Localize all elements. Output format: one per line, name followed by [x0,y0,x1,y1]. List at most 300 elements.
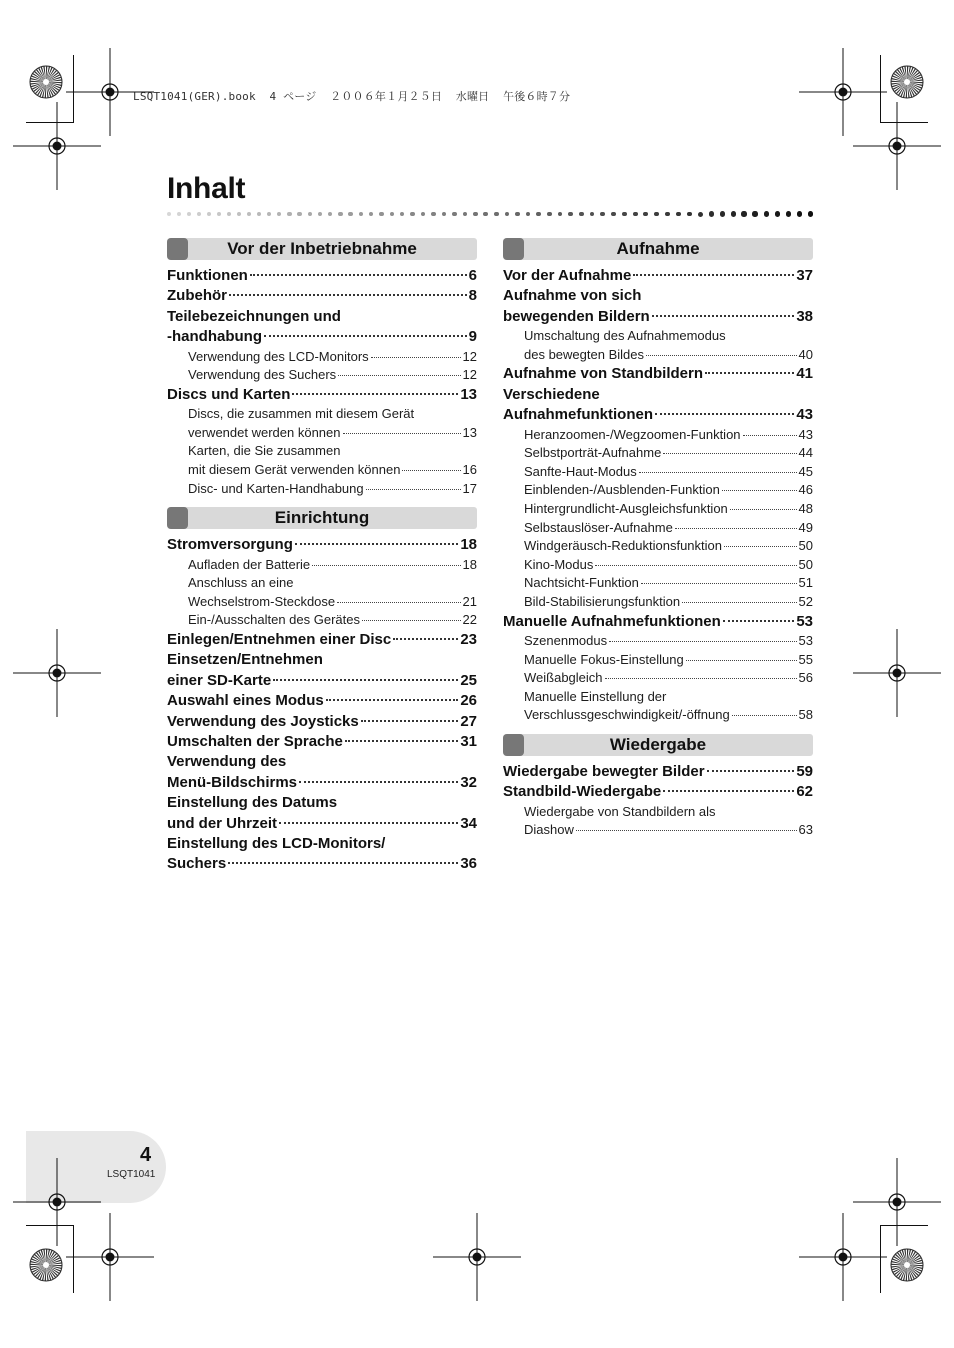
dot-leader [343,433,461,434]
rule-dot [442,212,447,217]
section-title: Vor der Inbetriebnahme [227,239,417,258]
toc-entry-label: Umschaltung des Aufnahmemodus [524,328,726,344]
toc-entry-page: 48 [798,501,813,516]
toc-subentry[interactable] [167,480,477,499]
rule-dot [808,211,813,216]
toc-subentry[interactable] [167,461,477,480]
dot-leader [366,489,461,490]
section-marker [503,238,524,260]
toc-entry[interactable] [167,854,477,874]
dot-leader [312,565,460,566]
toc-entry-label: Bild-Stabilisierungsfunktion [524,593,681,609]
crosshair-registration-mark [433,1213,521,1301]
toc-entry-page: 18 [462,556,477,572]
page-title: Inhalt [167,172,246,205]
toc-entry[interactable] [167,385,477,405]
toc-entry-page: 36 [460,855,477,873]
rule-dot [167,212,171,216]
star-registration-mark [890,1248,924,1282]
rule-dot [463,212,468,217]
dot-leader [686,660,797,661]
rule-dot [177,212,181,216]
section-marker [167,507,188,529]
toc-entry[interactable] [167,535,477,555]
toc-entry-label: Discs, die zusammen mit diesem Gerät [188,406,415,422]
rule-dot [494,212,499,217]
toc-subentry[interactable] [503,346,813,365]
dot-leader [724,546,797,547]
section-title: Einrichtung [274,508,370,528]
toc-entry-label: Verwendung des LCD-Monitors [188,348,369,364]
dot-leader [576,830,797,831]
toc-entry[interactable] [503,405,813,425]
toc-subentry[interactable] [503,821,813,840]
toc-entry[interactable] [503,266,813,286]
dot-leader [326,699,459,701]
toc-entry[interactable] [167,671,477,691]
toc-subentry[interactable] [503,706,813,725]
rule-dot [379,212,383,216]
toc-subentry[interactable] [503,481,813,500]
toc-entry-page: 26 [460,692,477,710]
dot-leader [609,641,796,642]
rule-dot [536,212,541,217]
toc-entry-page: 63 [798,822,813,838]
section-header [167,238,477,260]
rule-dot [611,212,616,217]
toc-entry-page: 46 [798,482,813,498]
rule-dot [318,212,322,216]
dot-leader [705,372,794,374]
page-number: 4 [140,1144,152,1166]
toc-right-column [503,238,813,840]
rule-dot [390,212,394,216]
rule-dot [775,211,780,216]
toc-entry[interactable] [167,286,477,306]
dot-leader [682,602,796,603]
dot-leader [663,453,796,454]
dot-leader [361,720,459,722]
dot-leader [299,781,458,783]
rule-dot [267,212,271,216]
toc-subentry[interactable] [167,348,477,367]
toc-entry-label: Funktionen [167,267,248,284]
dot-leader [393,638,458,640]
toc-entry-label: -handhabung [167,328,262,346]
toc-entry[interactable] [503,762,813,782]
toc-entry-page: 23 [460,630,477,648]
toc-entry-label: Kino-Modus [524,556,594,572]
crop-mark [880,55,881,123]
toc-subentry[interactable] [503,632,813,651]
toc-entry-label: Standbild-Wiedergabe [503,783,662,801]
toc-subentry[interactable] [503,593,813,612]
toc-entry-page: 22 [462,612,477,628]
rule-dot [515,212,520,217]
toc-entry-page: 55 [798,651,813,667]
toc-subentry[interactable] [167,556,477,575]
dot-leader [663,790,794,792]
toc-entry-label: Wechselstrom-Steckdose [188,593,336,609]
crop-mark [880,1225,928,1226]
dot-leader [730,509,797,510]
rule-dot [654,212,659,217]
dot-leader [639,472,797,473]
toc-entry-page: 50 [798,538,813,554]
dot-leader [362,620,461,621]
toc-entry-label: Verwendung des Suchers [188,367,337,383]
toc-entry-page: 32 [460,773,477,791]
rule-dot [247,212,251,216]
rule-dot [764,211,769,216]
toc-entry[interactable] [167,712,477,732]
toc-entry-page: 12 [462,367,477,383]
rule-dot [547,212,552,217]
toc-entry-page: 56 [798,670,813,686]
toc-entry[interactable] [167,752,477,772]
toc-entry-page: 41 [796,365,813,383]
rule-dot [287,212,291,216]
dot-leader [722,490,797,491]
rule-dot [558,212,563,217]
toc-entry-label: Szenenmodus [524,632,608,648]
toc-entry[interactable] [503,307,813,327]
toc-subentry[interactable] [503,500,813,519]
dot-leader [345,740,458,742]
rule-dot [665,212,670,217]
toc-entry-page: 53 [798,632,813,648]
toc-entry-page: 43 [798,426,813,442]
dot-leader [279,822,458,824]
rule-dot [505,212,510,217]
section-header [503,238,813,260]
toc-left-column [167,238,477,875]
crop-mark [73,1225,74,1293]
crosshair-registration-mark [853,102,941,190]
toc-entry-label: Manuelle Aufnahmefunktionen [503,612,721,630]
toc-entry[interactable] [167,307,477,327]
toc-entry-page: 13 [460,385,477,403]
dot-leader [675,528,797,529]
rule-dot [257,212,261,216]
toc-entry-label: bewegenden Bildern [503,307,650,325]
toc-entry-page: 43 [796,406,813,424]
star-registration-mark [890,65,924,99]
title-dotted-rule [167,210,813,218]
toc-entry-label: einer SD-Karte [167,671,272,689]
toc-entry-page: 17 [462,480,477,496]
toc-entry-label: Wiedergabe von Standbildern als [524,803,716,819]
crop-mark [73,55,74,123]
rule-dot [473,212,478,217]
rule-dot [622,212,627,217]
dot-leader [295,543,458,545]
toc-entry-page: 51 [798,575,813,591]
dot-leader [605,678,797,679]
crosshair-registration-mark [853,629,941,717]
toc-entry-label: Einlegen/Entnehmen einer Disc [167,630,392,648]
toc-entry-page: 27 [460,712,477,730]
toc-entry-label: Suchers [167,855,227,873]
star-registration-mark [29,65,63,99]
dot-leader [646,355,797,356]
section-header [167,507,477,529]
toc-entry[interactable] [167,266,477,286]
toc-entry-label: Disc- und Karten-Handhabung [188,480,364,496]
toc-subentry[interactable] [503,669,813,688]
toc-entry-page: 25 [460,671,477,689]
toc-entry-label: Selbstauslöser-Aufnahme [524,519,673,535]
toc-subentry[interactable] [503,688,813,707]
toc-entry[interactable] [167,773,477,793]
toc-subentry[interactable] [503,574,813,593]
toc-entry-label: Einstellung des Datums [167,794,338,812]
rule-dot [410,212,414,216]
toc-entry-label: Aufnahme von sich [503,287,642,305]
toc-entry-label: Verwendung des Joysticks [167,712,359,730]
toc-subentry[interactable] [503,803,813,822]
toc-entry-label: Anschluss an eine [188,575,294,591]
toc-entry-label: Manuelle Fokus-Einstellung [524,651,684,667]
toc-entry[interactable] [167,793,477,813]
dot-leader [743,435,797,436]
toc-entry-label: Aufladen der Batterie [188,556,311,572]
toc-entry-label: Nachtsicht-Funktion [524,575,639,591]
toc-entry-label: Windgeräusch-Reduktionsfunktion [524,538,722,554]
rule-dot [643,212,648,217]
toc-entry-page: 12 [462,348,477,364]
rule-dot [277,212,281,216]
toc-entry-page: 13 [462,424,477,440]
rule-dot [676,212,681,217]
toc-subentry[interactable] [167,424,477,443]
toc-subentry[interactable] [503,463,813,482]
dot-leader [371,357,461,358]
dot-leader [641,583,797,584]
toc-entry-label: Zubehör [167,287,227,305]
toc-entry-label: Einstellung des LCD-Monitors/ [167,835,386,853]
rule-dot [786,211,791,216]
toc-entry-label: Sanfte-Haut-Modus [524,463,637,479]
toc-entry-page: 50 [798,556,813,572]
toc-entry[interactable] [167,814,477,834]
rule-dot [207,212,211,216]
toc-entry[interactable] [167,650,477,670]
print-header: LSQT1041(GER).book 4 ページ ２００６年１月２５日 水曜日 午後６時７分 [133,90,571,103]
toc-entry-label: Menü-Bildschirms [167,773,298,791]
rule-dot [709,211,714,216]
toc-subentry[interactable] [503,519,813,538]
toc-entry-label: und der Uhrzeit [167,814,278,832]
toc-entry-page: 53 [796,612,813,630]
dot-leader [292,393,458,395]
toc-subentry[interactable] [503,556,813,575]
toc-subentry[interactable] [503,444,813,463]
toc-entry-page: 52 [798,593,813,609]
section-marker [503,734,524,756]
toc-entry-label: Manuelle Einstellung der [524,688,667,704]
toc-entry-page: 49 [798,519,813,535]
toc-entry[interactable] [503,364,813,384]
toc-subentry[interactable] [167,442,477,461]
toc-entry-label: Einblenden-/Ausblenden-Funktion [524,482,720,498]
rule-dot [698,212,703,217]
toc-subentry[interactable] [167,611,477,630]
toc-entry[interactable] [167,630,477,650]
rule-dot [187,212,191,216]
dot-leader [338,375,460,376]
toc-entry[interactable] [167,327,477,347]
crop-mark [880,122,928,123]
rule-dot [400,212,404,216]
dot-leader [402,470,460,471]
crop-mark [880,1225,881,1293]
toc-entry-label: Verwendung des [167,753,287,771]
rule-dot [687,212,692,217]
section-marker [167,238,188,260]
rule-dot [526,212,531,217]
rule-dot [797,211,802,216]
toc-entry-page: 34 [460,814,477,832]
toc-entry-label: Teilebezeichnungen und [167,307,341,325]
toc-entry-page: 16 [462,462,477,477]
toc-entry-label: Ein-/Ausschalten des Gerätes [188,612,360,628]
rule-dot [452,212,457,217]
toc-subentry[interactable] [167,574,477,593]
toc-entry-label: Heranzoomen-/Wegzoomen-Funktion [524,426,741,442]
rule-dot [579,212,584,217]
rule-dot [731,211,736,216]
rule-dot [421,212,425,216]
toc-entry-label: verwendet werden können [188,424,341,440]
section-title: Wiedergabe [609,734,707,754]
rule-dot [568,212,573,217]
rule-dot [308,212,312,216]
toc-entry-page: 38 [796,307,813,325]
toc-entry[interactable] [503,782,813,802]
dot-leader [595,565,796,566]
toc-entry[interactable] [503,385,813,405]
toc-entry-label: Aufnahmefunktionen [503,406,653,424]
toc-entry[interactable] [167,691,477,711]
document-code: LSQT1041 [107,1169,156,1180]
toc-subentry[interactable] [503,327,813,346]
rule-dot [483,212,488,217]
rule-dot [297,212,301,216]
toc-subentry[interactable] [503,426,813,445]
toc-entry-label: Auswahl eines Modus [167,692,324,710]
toc-entry-label: Hintergrundlicht-Ausgleichsfunktion [524,501,728,516]
dot-leader [229,294,467,296]
toc-entry-label: Diashow [524,822,574,838]
toc-entry-label: Karten, die Sie zusammen [188,443,341,459]
toc-entry[interactable] [503,286,813,306]
toc-entry-page: 44 [798,445,813,461]
toc-entry-label: Verschiedene [503,385,600,403]
toc-entry[interactable] [167,732,477,752]
toc-subentry[interactable] [167,593,477,612]
crop-mark [26,1225,74,1226]
dot-leader [250,274,467,276]
rule-dot [720,211,725,216]
toc-entry-page: 40 [798,346,813,362]
dot-leader [723,620,795,622]
rule-dot [600,212,605,217]
toc-entry-page: 18 [460,536,477,554]
toc-entry-label: Umschalten der Sprache [167,733,343,750]
toc-subentry[interactable] [167,366,477,385]
rule-dot [197,212,201,216]
toc-entry-label: Aufnahme von Standbildern [503,365,704,383]
crosshair-registration-mark [13,629,101,717]
dot-leader [228,862,458,864]
section-header [503,734,813,756]
toc-entry-label: Vor der Aufnahme [503,267,632,284]
crop-mark [26,122,74,123]
rule-dot [359,212,363,216]
crosshair-registration-mark [13,102,101,190]
rule-dot [633,212,638,217]
dot-leader [264,335,467,337]
dot-leader [732,715,797,716]
crosshair-registration-mark [799,1213,887,1301]
toc-entry[interactable] [503,612,813,632]
toc-entry-page: 21 [462,593,477,609]
toc-entry-page: 58 [798,707,813,723]
dot-leader [633,274,794,276]
rule-dot [217,212,221,216]
rule-dot [328,212,332,216]
rule-dot [369,212,373,216]
dot-leader [337,602,460,603]
toc-entry-page: 31 [460,733,477,750]
crosshair-registration-mark [66,1213,154,1301]
star-registration-mark [29,1248,63,1282]
toc-subentry[interactable] [503,537,813,556]
toc-entry-label: Einsetzen/Entnehmen [167,651,323,669]
toc-entry[interactable] [167,834,477,854]
rule-dot [237,212,241,216]
toc-entry-label: Stromversorgung [167,536,293,554]
section-title: Aufnahme [616,239,700,258]
toc-entry-page: 9 [468,328,477,346]
toc-entry-label: mit diesem Gerät verwenden können [188,462,401,477]
toc-entry-page: 6 [468,267,477,284]
dot-leader [655,413,794,415]
rule-dot [338,212,342,216]
rule-dot [752,211,757,216]
dot-leader [652,315,795,317]
dot-leader [273,679,458,681]
toc-entry-page: 62 [796,783,813,801]
rule-dot [348,212,352,216]
toc-entry-label: Selbstporträt-Aufnahme [524,445,662,461]
toc-entry-page: 45 [798,463,813,479]
toc-entry-label: Verschlussgeschwindigkeit/-öffnung [524,707,730,723]
rule-dot [741,211,746,216]
toc-entry-label: Discs und Karten [167,385,291,403]
toc-entry-label: Wiedergabe bewegter Bilder [503,762,705,780]
toc-subentry[interactable] [503,651,813,670]
toc-entry-page: 37 [796,267,813,284]
toc-entry-page: 8 [468,287,477,305]
toc-subentry[interactable] [167,405,477,424]
rule-dot [590,212,595,217]
dot-leader [707,770,795,772]
rule-dot [227,212,231,216]
toc-entry-label: Weißabgleich [524,670,603,686]
rule-dot [431,212,436,217]
